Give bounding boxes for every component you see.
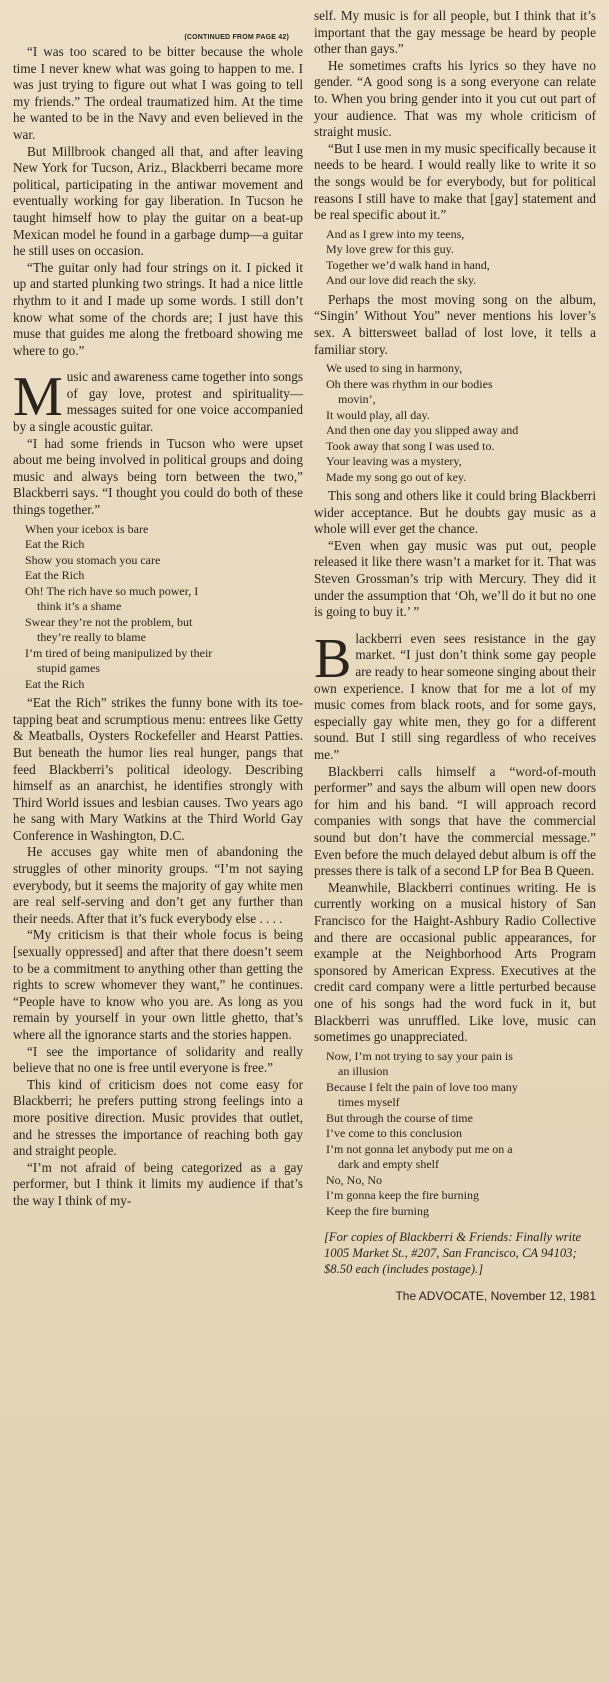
lyric-line: It would play, all day.: [326, 407, 430, 422]
paragraph: “But I use men in my music specifically because it needs to be heard. I would really like to write it so the songs would be for everybody, but for political reasons I still have to make that [gay] statement and be real specific about it.”: [314, 140, 596, 223]
paragraph: “I’m not afraid of being categorized as a gay performer, but I think it limits my audience if that’s the way I think of my-: [13, 1159, 303, 1208]
paragraph: He sometimes crafts his lyrics so they have no gender. “A good song is a song everyone can relate to. When you bring gender into it you cut out part of your audience. That was my whole criticism of straight music.: [314, 57, 596, 140]
lyric-line: stupid games: [37, 661, 100, 676]
lyric-line: And as I grew into my teens,: [326, 226, 465, 241]
paragraph: “The guitar only had four strings on it. I picked it up and started plunking two strings. It had a nice little rhythm to it and I made up some words. I still don’t know what some of the chords are; I just have this muse that guides me along the fretboard showing me where to go.”: [13, 259, 303, 358]
left-column: [13, 8, 303, 1210]
lyric-line: Eat the Rich: [25, 568, 85, 583]
lyric-line: I’ve come to this conclusion: [326, 1126, 462, 1141]
lyric-line: they’re really to blame: [37, 630, 146, 645]
lyric-line: Oh! The rich have so much power, I: [25, 583, 199, 598]
lyric-line: Together we’d walk hand in hand,: [326, 257, 490, 272]
paragraph: He accuses gay white men of abandoning the struggles of other minority groups. “I’m not saying everybody, but it seems the majority of gay white men are real self-serving and don’t get any further than their needs. After that it’s fuck everybody else . . . .: [13, 844, 303, 926]
lyric-line: Swear they’re not the problem, but: [25, 614, 193, 629]
lyric-line: Made my song go out of key.: [326, 469, 467, 484]
lyrics-singin-without-you: [326, 361, 596, 485]
paragraph: “My criticism is that their whole focus is being [sexually oppressed] and after that there doesn’t seem to be a commitment to anything other than getting the rights to screw whomever they want,” he continues. “People have to know who you are. As long as you remain by yourself in your own little ghetto, that’s where all the ignorance starts and the stories happen.: [13, 927, 303, 1042]
lyric-line: And our love did reach the sky.: [326, 273, 477, 288]
paragraph: This song and others like it could bring Blackberri wider acceptance. But he doubts gay music as a whole will ever get the chance.: [314, 488, 596, 537]
lyric-line: I’m gonna keep the fire burning: [326, 1188, 479, 1203]
lyric-line: an illusion: [338, 1064, 389, 1079]
lyric-line: times myself: [338, 1095, 400, 1110]
drop-cap-paragraph: [13, 366, 303, 435]
lyrics-teens: [326, 227, 596, 289]
lyric-line: Now, I’m not trying to say your pain is: [326, 1048, 513, 1063]
paragraph: This kind of criticism does not come easy for Blackberri; he prefers putting strong feelings into a more positive direction. Music provides that outlet, and he stresses the importance of reaching both gay and straight people.: [13, 1076, 303, 1159]
ordering-note: [For copies of Blackberri & Friends: Finally write 1005 Market St., #207, San Francisco, CA 94103; $8.50 each (includes postage).]: [324, 1230, 582, 1277]
lyric-line: I’m not gonna let anybody put me on a: [326, 1141, 513, 1156]
lyric-line: Keep the fire burning: [326, 1203, 429, 1218]
paragraph: Blackberri calls himself a “word-of-mouth performer” and says the album will open new doors for him and his band. “I will approach record companies with songs that have the commercial sound but don’t have the commercial message.” Even before the much delayed debut album is off the presses there is talk of a second LP for Bea B Queen.: [314, 763, 596, 879]
right-column: [314, 8, 596, 1303]
lyric-line: Because I felt the pain of love too many: [326, 1079, 518, 1094]
lyric-line: Eat the Rich: [25, 676, 85, 691]
paragraph: self. My music is for all people, but I think that it’s important that the gay message be heard by people other than gays.”: [314, 8, 596, 57]
lyric-line: When your icebox is bare: [25, 521, 149, 536]
drop-cap-letter: M: [13, 366, 63, 429]
lyric-line: Show you stomach you care: [25, 552, 161, 567]
paragraph: “Even when gay music was put out, people released it like there wasn’t a market for it. That was Steven Grossman’s trip with Mercury. They did it under the assumption that ‘Oh, we’ll do it but no one is going to buy it.’ ”: [314, 537, 596, 620]
drop-cap-letter: B: [314, 627, 352, 690]
lyric-line: Your leaving was a mystery,: [326, 454, 462, 469]
paragraph: Meanwhile, Blackberri continues writing. He is currently working on a musical history of San Francisco for the Haight-Ashbury Radio Collective and there are occasional public appearances, for example at the Neighborhood Arts Program sponsored by American Express. Executives at the credit card company were a little perturbed because one of his songs had the word fuck in it, but Blackberri was unruffled. Like love, music can sometimes go unappreciated.: [314, 879, 596, 1045]
paragraph: “I had some friends in Tucson who were upset about me being involved in political groups and doing music and always being torn between the two,” Blackberri says. “I thought you could do both of these things together.”: [13, 435, 303, 518]
paragraph: lackberri even sees resistance in the gay market. “I just don’t think some gay people are ready to hear someone singing about their own experience. I know that for me a lot of my music comes from black roots, and for some gays, especially gay white men, they go for a different sound. But I still sing regardless of who receives me.”: [314, 630, 596, 762]
lyric-line: My love grew for this guy.: [326, 242, 454, 257]
lyrics-fire-burning: [326, 1049, 596, 1220]
paragraph: But Millbrook changed all that, and after leaving New York for Tucson, Ariz., Blackberri became more political, participating in the antiwar movement and eventually working for gay liberation. In Tucson he taught himself how to play the guitar on a beat-up Mexican model he found in a garbage dump—a guitar he still uses on occasion.: [13, 143, 303, 259]
lyric-line: And then one day you slipped away and: [326, 423, 519, 438]
lyric-line: movin’,: [338, 392, 376, 407]
lyric-line: think it’s a shame: [37, 599, 122, 614]
lyric-line: No, No, No: [326, 1172, 382, 1187]
lyric-line: dark and empty shelf: [338, 1157, 439, 1172]
lyric-line: Oh there was rhythm in our bodies: [326, 376, 493, 391]
paragraph: Perhaps the most moving song on the album, “Singin’ Without You” never mentions his lover’s sex. A bittersweet ballad of lost love, it tells a familiar story.: [314, 291, 596, 357]
paragraph: “I see the importance of solidarity and really believe that no one is free until everyone is free.”: [13, 1043, 303, 1076]
lyric-line: Took away that song I was used to.: [326, 438, 495, 453]
paragraph: “I was too scared to be bitter because the whole time I never knew what was going to happen to me. I was just trying to figure out what I was going to tell my friends.” The ordeal traumatized him. At the time he wanted to be in the Navy and even believed in the war.: [13, 44, 303, 142]
paragraph: usic and awareness came together into songs of gay love, protest and spirituality—messages suited for one voice accompanied by a single acoustic guitar.: [13, 369, 303, 435]
continued-from-label: (CONTINUED FROM PAGE 42): [184, 34, 289, 41]
lyric-line: Eat the Rich: [25, 537, 85, 552]
lyric-line: We used to sing in harmony,: [326, 361, 463, 376]
lyric-line: I’m tired of being manipulized by their: [25, 645, 213, 660]
publication-footer: The ADVOCATE, November 12, 1981: [395, 1289, 596, 1304]
drop-cap-paragraph: [314, 627, 596, 764]
lyric-line: But through the course of time: [326, 1110, 473, 1125]
paragraph: “Eat the Rich” strikes the funny bone with its toe-tapping beat and scrumptious menu: entrees like Getty & Meatballs, Oysters Rockefeller and Hearst Patties. But beneath the humor lies real hunger, pangs that feed Blackberri’s political ideology. Describing himself as an anarchist, he identifies strongly with Third World issues and lesbian causes. Two years ago he sang with Mary Watkins at the Third World Gay Conference in Washington, D.C.: [13, 695, 303, 843]
lyrics-eat-the-rich: [25, 522, 303, 693]
